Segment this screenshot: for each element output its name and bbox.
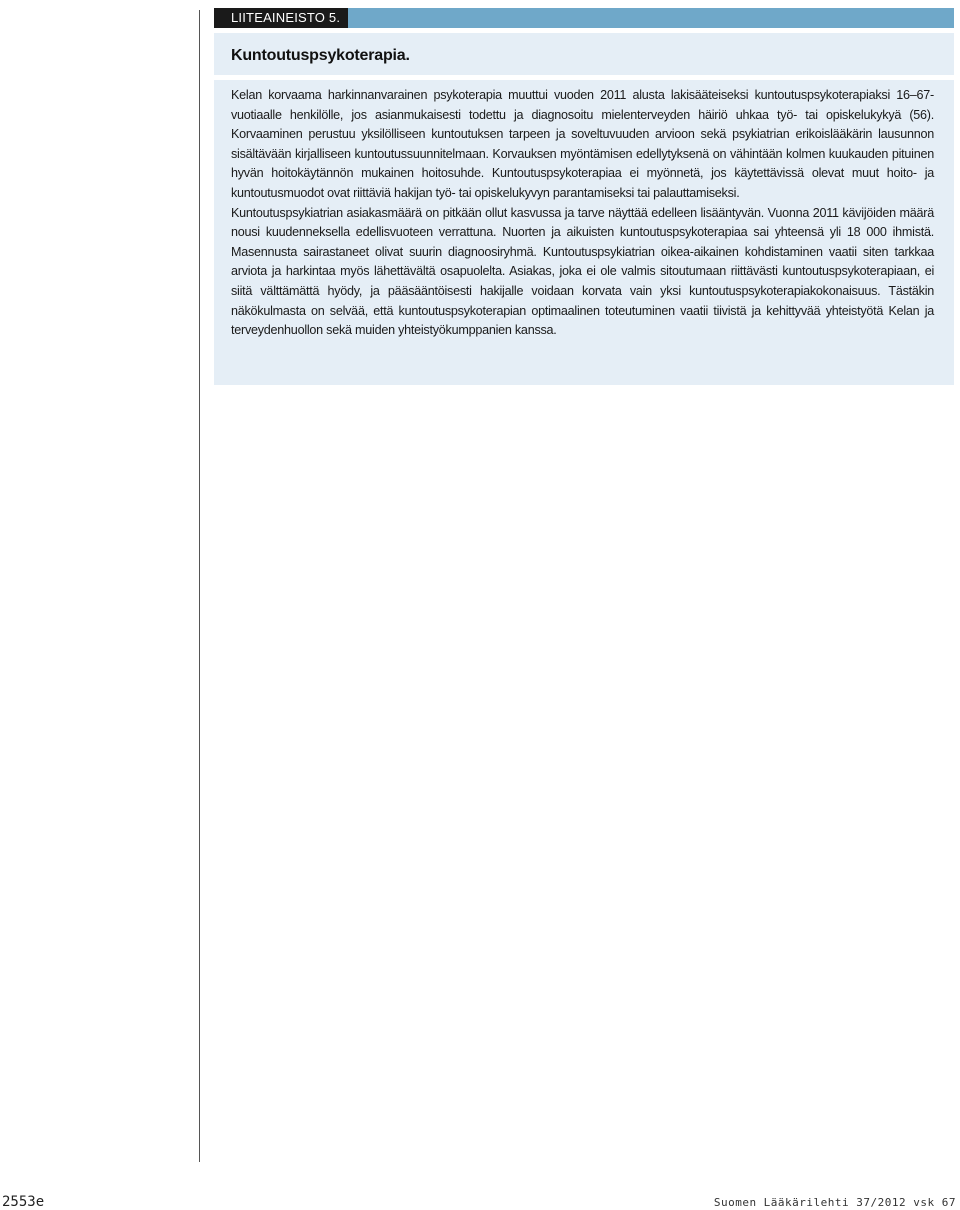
box-title: Kuntoutuspsykoterapia.	[231, 47, 410, 64]
margin-rule	[199, 10, 200, 1162]
paragraph-1: Kelan korvaama harkinnanvarainen psykoterapia muuttui vuoden 2011 alusta lakisääteiseksi kuntoutuspsykoterapiaksi 16–67-vuotiaalle henkilölle, jos asianmukaisesti todettu ja diagnosoitu mielenterveyden häiriö uhkaa työ- tai opiskelukykyä (56). Korvaaminen perustuu yksilölliseen kuntoutuksen tarpeen ja soveltuvuuden arvioon sekä psykiatrian erikoislääkärin lausunnon sisältävään kirjalliseen kuntoutussuunnitelmaan. Korvauksen myöntämisen edellytyksenä on vähintään kolmen kuukauden pituinen hyvän hoitokäytännön mukainen hoitosuhde. Kuntoutuspsykoterapiaa ei myönnetä, jos käytettävissä olevat muut hoito- ja kuntoutusmuodot ovat riittäviä hakijan työ- tai opiskelukyvyn parantamiseksi tai palauttamiseksi.	[231, 88, 934, 200]
appendix-label: LIITEAINEISTO 5.	[214, 8, 348, 28]
journal-footer: Suomen Lääkärilehti 37/2012 vsk 67	[713, 1196, 956, 1209]
paragraph-2: Kuntoutuspsykiatrian asiakasmäärä on pitkään ollut kasvussa ja tarve näyttää edelleen lisääntyvän. Vuonna 2011 kävijöiden määrä nousi kuudenneksella edellisvuoteen verrattuna. Nuorten ja aikuisten kuntoutuspsykoterapiaa sai yhteensä yli 18 000 ihmistä. Masennusta sairastaneet olivat suurin diagnoosiryhmä. Kuntoutuspsykiatrian oikea-aikainen kohdistaminen vaatii siten tarkkaa arviota ja harkintaa myös lähettävältä osapuolelta. Asiakas, joka ei ole valmis sitoutumaan riittävästi kuntoutuspsykoterapiaan, ei siitä välttämättä hyödy, ja pääsääntöisesti hakijalle voidaan korvata vain yksi kuntoutuspsykoterapiakokonaisuus. Tästäkin näkökulmasta on selvää, että kuntoutuspsykoterapian optimaalinen toteutuminen vaatii tiivistä ja kehittyvää yhteistyötä Kelan ja terveydenhuollon sekä muiden yhteistyökumppanien kanssa.	[231, 205, 934, 338]
page-number: 2553e	[2, 1194, 45, 1210]
content-box	[214, 80, 954, 385]
